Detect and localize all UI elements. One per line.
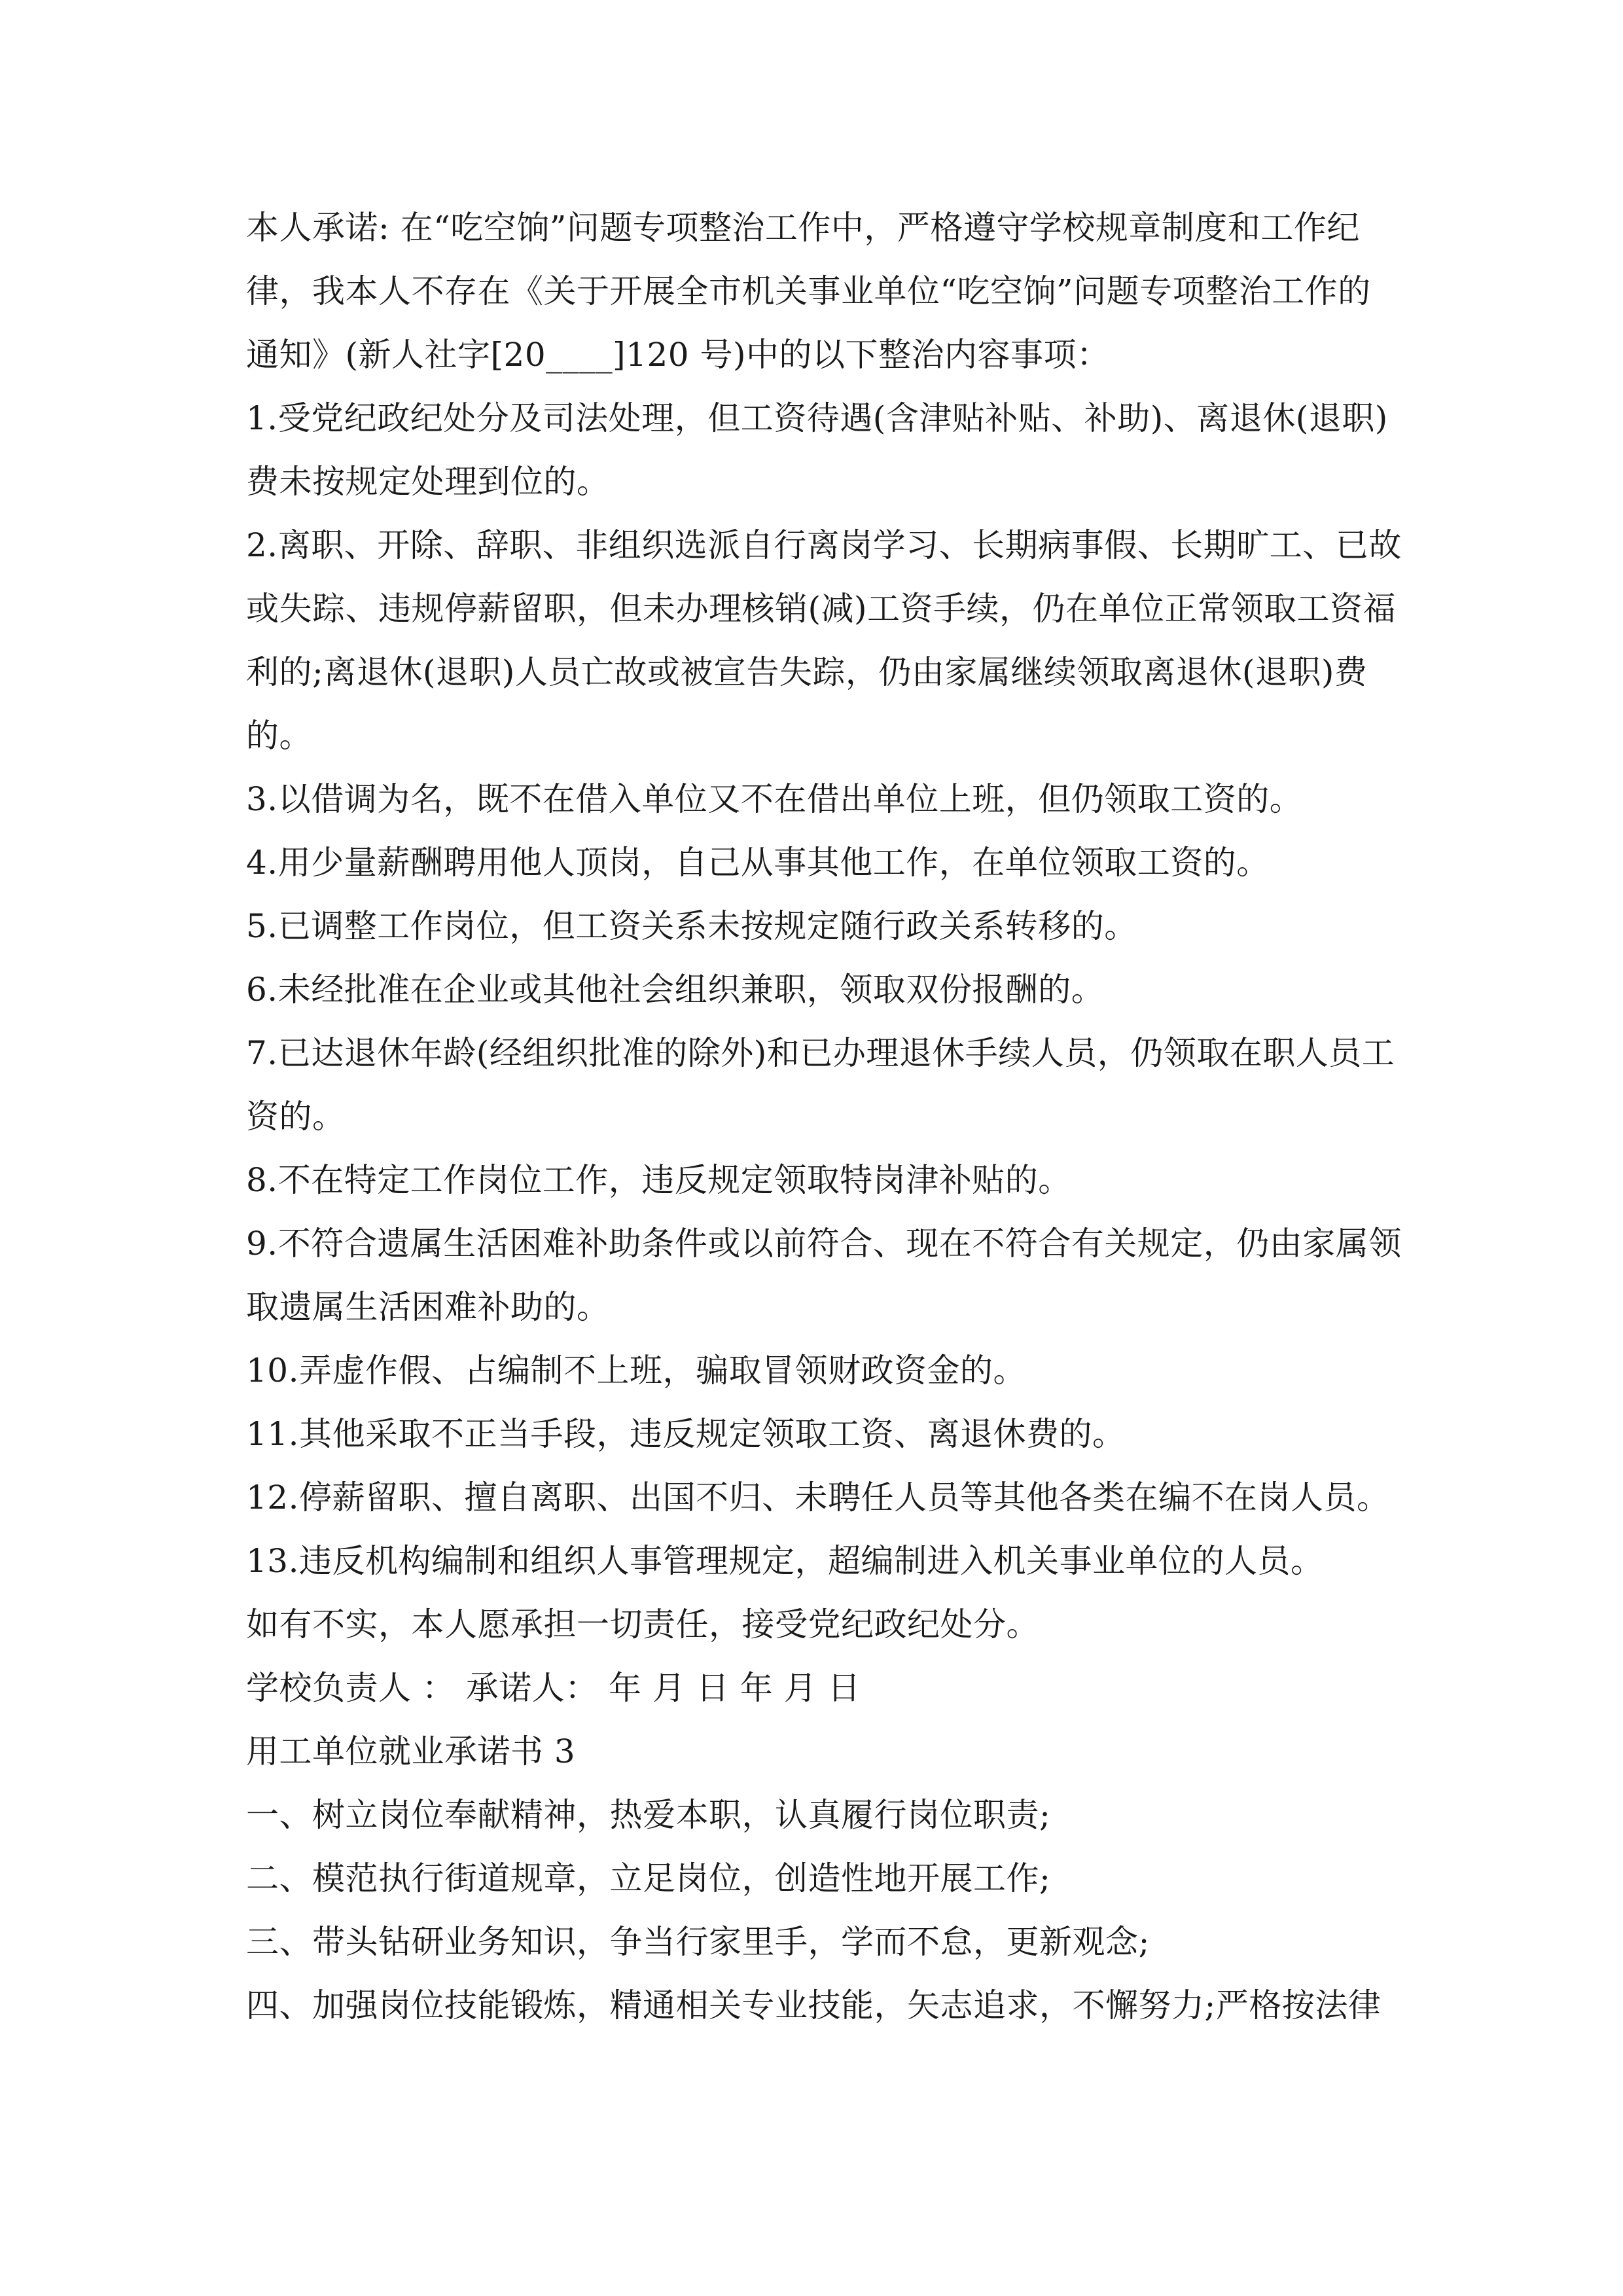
list-item-line: 10.弄虚作假、占编制不上班，骗取冒领财政资金的。 [246, 1352, 1027, 1390]
list-item-line: 费未按规定处理到位的。 [246, 463, 610, 501]
text-line: 本人承诺: 在“吃空饷”问题专项整治工作中，严格遵守学校规章制度和工作纪 [246, 209, 1360, 247]
list-item-line: 5.已调整工作岗位，但工资关系未按规定随行政关系转移的。 [246, 907, 1137, 945]
list-item-line: 11.其他采取不正当手段，违反规定领取工资、离退休费的。 [246, 1415, 1126, 1453]
list-item-line: 3.以借调为名，既不在借入单位又不在借出单位上班，但仍领取工资的。 [246, 780, 1303, 818]
list-item-line: 4.用少量薪酬聘用他人顶岗，自己从事其他工作，在单位领取工资的。 [246, 844, 1270, 882]
list-item-line: 取遗属生活困难补助的。 [246, 1288, 610, 1326]
list-item-line: 8.不在特定工作岗位工作，违反规定领取特岗津补贴的。 [246, 1161, 1071, 1199]
signature-line: 学校负责人 ： 承诺人： 年 月 日 年 月 日 [246, 1669, 861, 1707]
list-item-line: 12.停薪留职、擅自离职、出国不归、未聘任人员等其他各类在编不在岗人员。 [246, 1479, 1390, 1516]
text-line: 律，我本人不存在《关于开展全市机关事业单位“吃空饷”问题专项整治工作的 [246, 272, 1371, 310]
list-item-line: 三、带头钻研业务知识，争当行家里手，学而不怠，更新观念; [246, 1923, 1150, 1961]
text-line: 如有不实，本人愿承担一切责任，接受党纪政纪处分。 [246, 1605, 1039, 1643]
list-item-line: 资的。 [246, 1098, 346, 1136]
text-line: 通知》(新人社字[20____]120 号)中的以下整治内容事项： [246, 336, 1110, 374]
list-item-line: 2.离职、开除、辞职、非组织选派自行离岗学习、长期病事假、长期旷工、已故 [246, 526, 1402, 564]
list-item-line: 利的;离退休(退职)人员亡故或被宣告失踪，仍由家属继续领取离退休(退职)费 [246, 653, 1368, 691]
list-item-line: 6.未经批准在企业或其他社会组织兼职，领取双份报酬的。 [246, 971, 1105, 1009]
list-item-line: 13.违反机构编制和组织人事管理规定，超编制进入机关事业单位的人员。 [246, 1542, 1324, 1580]
list-item-line: 二、模范执行街道规章，立足岗位，创造性地开展工作; [246, 1859, 1051, 1897]
list-item-line: 1.受党纪政纪处分及司法处理，但工资待遇(含津贴补贴、补助)、离退休(退职) [246, 399, 1388, 437]
list-item-line: 的。 [246, 717, 312, 755]
section-title: 用工单位就业承诺书 3 [246, 1732, 576, 1770]
list-item-line: 一、树立岗位奉献精神，热爱本职，认真履行岗位职责; [246, 1796, 1051, 1834]
list-item-line: 7.已达退休年龄(经组织批准的除外)和已办理退休手续人员，仍领取在职人员工 [246, 1034, 1395, 1072]
list-item-line: 9.不符合遗属生活困难补助条件或以前符合、现在不符合有关规定，仍由家属领 [246, 1225, 1402, 1263]
document-body [246, 196, 1402, 2037]
list-item-line: 或失踪、违规停薪留职，但未办理核销(减)工资手续，仍在单位正常领取工资福 [246, 590, 1397, 628]
list-item-line: 四、加强岗位技能锻炼，精通相关专业技能，矢志追求，不懈努力;严格按法律 [246, 1986, 1382, 2024]
